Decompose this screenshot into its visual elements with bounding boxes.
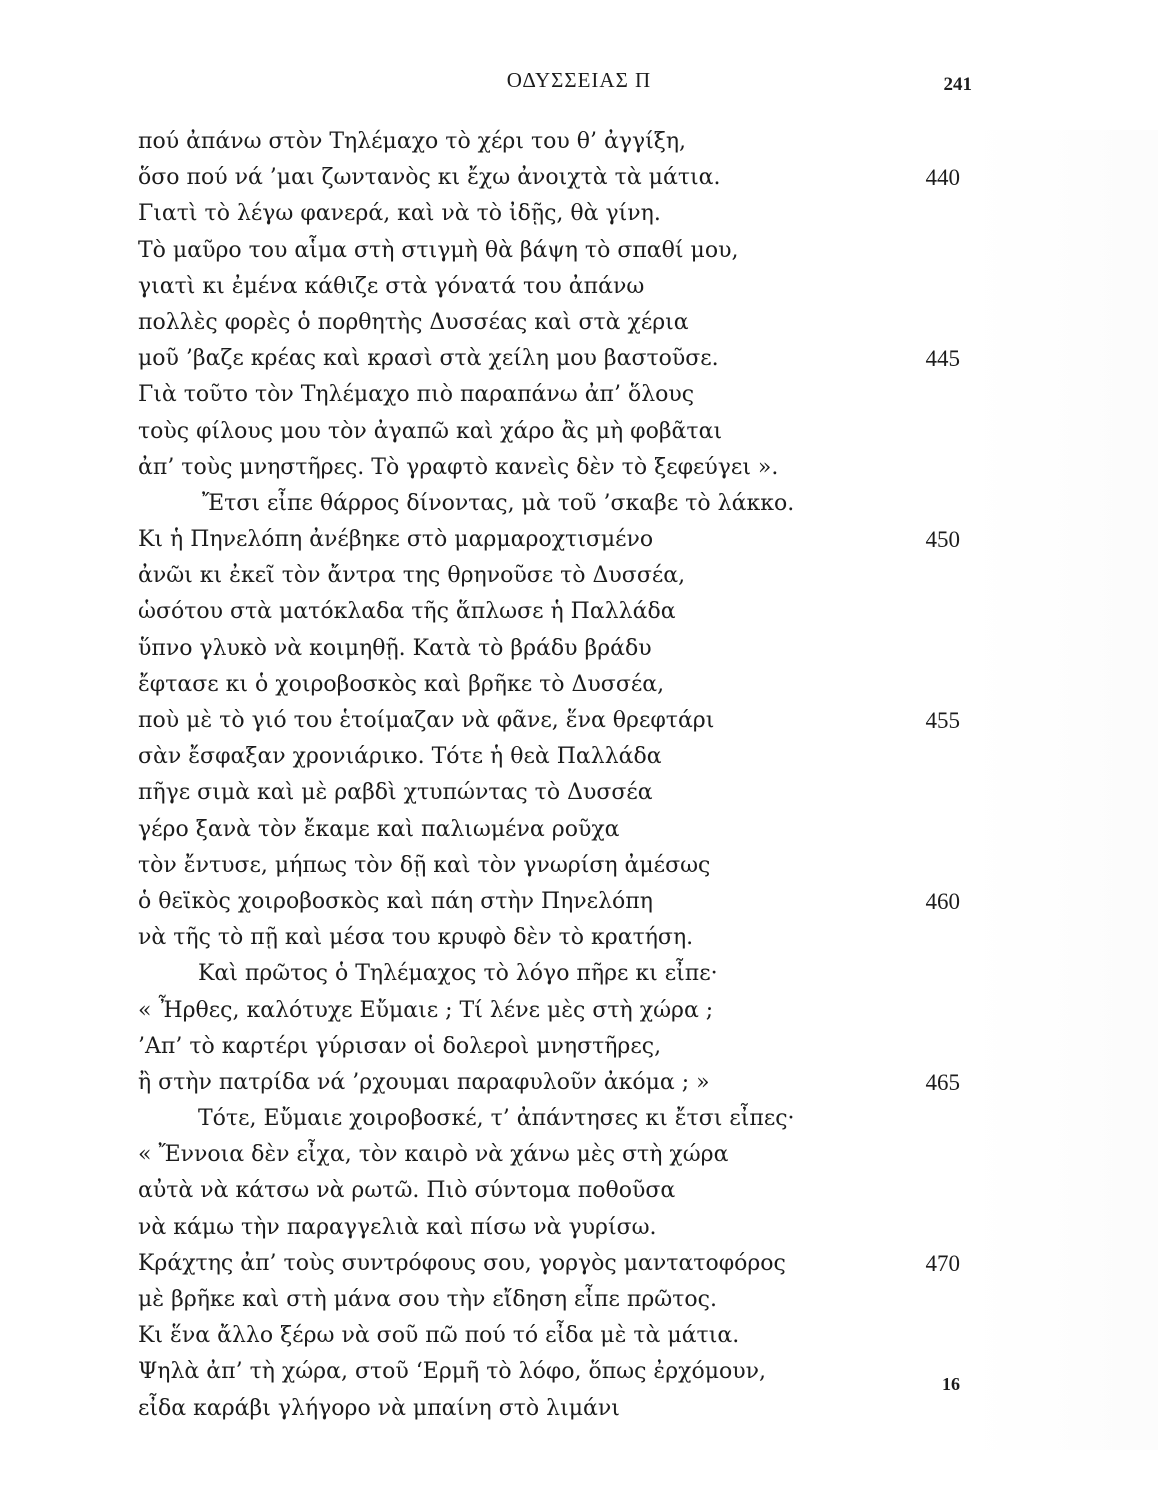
verse-line — [138, 848, 974, 884]
verse-line-text: τὸν ἔντυσε, μήπως τὸν δῇ καὶ τὸν γνωρίση ἀμέσως — [138, 852, 711, 878]
verse-line — [138, 124, 974, 160]
verse-line-text: Τὸ μαῦρο του αἷμα στὴ στιγμὴ θὰ βάψη τὸ σπαθί μου, — [138, 237, 739, 263]
verse-line — [138, 1354, 974, 1390]
verse-line-text: ἢ στὴν πατρίδα νά ’ρχουμαι παραφυλοῦν ἀκόμα ; » — [138, 1069, 710, 1095]
verse-line-text: νὰ κάμω τὴν παραγγελιὰ καὶ πίσω νὰ γυρίσω. — [138, 1214, 657, 1240]
verse-line — [138, 1029, 974, 1065]
verse-line — [138, 414, 974, 450]
verse-line — [138, 1173, 974, 1209]
verse-line — [138, 233, 974, 269]
verse-line-text: σὰν ἔσφαξαν χρονιάρικο. Τότε ἡ θεὰ Παλλάδα — [138, 744, 662, 770]
verse-line-text: Γιὰ τοῦτο τὸν Τηλέμαχο πιὸ παραπάνω ἀπ’ ὅλους — [138, 382, 695, 408]
verse-line — [138, 486, 974, 522]
verse-line-text: ἀπ’ τοὺς μνηστῆρες. Τὸ γραφτὸ κανεὶς δὲν τὸ ξεφεύγει ». — [138, 454, 779, 480]
verse-line-text: γιατὶ κι ἐμένα κάθιζε στὰ γόνατά του ἀπάνω — [138, 273, 645, 299]
verse-line-text: ἀνῶι κι ἐκεῖ τὸν ἄντρα της θρηνοῦσε τὸ Δυσσέα, — [138, 563, 686, 589]
verse-line — [138, 1246, 974, 1282]
verse-line — [138, 305, 974, 341]
verse-line-text: εἶδα καράβι γλήγορο νὰ μπαίνη στὸ λιμάνι — [138, 1395, 620, 1421]
verse-line — [138, 1101, 974, 1137]
verse-line-text: Ψηλὰ ἀπ’ τὴ χώρα, στοῦ ‘Ερμῆ τὸ λόφο, ὅπως ἐρχόμουν, — [138, 1359, 767, 1385]
verse-line-text: πῆγε σιμὰ καὶ μὲ ραβδὶ χτυπώντας τὸ Δυσσέα — [138, 780, 653, 806]
signature-mark: 16 — [942, 1374, 960, 1394]
verse-line — [138, 341, 974, 377]
verse-line-text: αὐτὰ νὰ κάτσω νὰ ρωτῶ. Πιὸ σύντομα ποθοῦσα — [138, 1178, 676, 1204]
verse-line-text: ἔφτασε κι ὁ χοιροβοσκὸς καὶ βρῆκε τὸ Δυσσέα, — [138, 671, 665, 697]
running-title: ΟΔΥΣΣΕΙΑΣ Π — [506, 68, 652, 92]
facing-page-bleed-through — [968, 130, 1158, 1450]
verse-line — [138, 775, 974, 811]
line-number: 445 — [925, 346, 960, 372]
verse-line — [138, 1318, 974, 1354]
verse-line — [138, 377, 974, 413]
verse-line-text: μὲ βρῆκε καὶ στὴ μάνα σου τὴν εἴδηση εἶπε πρῶτος. — [138, 1287, 717, 1312]
verse-line-text: « Ἦρθες, καλότυχε Εὔμαιε ; Τί λένε μὲς στὴ χώρα ; — [138, 997, 714, 1023]
verse-line-text: πολλὲς φορὲς ὁ πορθητὴς Δυσσέας καὶ στὰ χέρια — [138, 309, 689, 335]
line-number: 470 — [925, 1250, 960, 1276]
verse-line-text: Κράχτης ἀπ’ τοὺς συντρόφους σου, γοργὸς μαντατοφόρος — [138, 1250, 786, 1276]
verse-line-text: τοὺς φίλους μου τὸν ἀγαπῶ καὶ χάρο ἂς μὴ φοβᾶται — [138, 418, 723, 444]
page-number: 241 — [943, 74, 972, 95]
verse-line-text: Τότε, Εὔμαιε χοιροβοσκέ, τ’ ἀπάντησες κι ἔτσι εἶπες· — [198, 1106, 795, 1132]
verse-line-text: γέρο ξανὰ τὸν ἔκαμε καὶ παλιωμένα ροῦχα — [138, 816, 620, 842]
verse-line — [138, 1137, 974, 1173]
line-number: 460 — [925, 888, 960, 914]
line-number: 440 — [925, 165, 960, 191]
verse-line — [138, 956, 974, 992]
verse-line-text: Γιατὶ τὸ λέγω φανερά, καὶ νὰ τὸ ἰδῇς, θὰ γίνη. — [138, 201, 661, 227]
verse-line — [138, 993, 974, 1029]
verse-block — [138, 124, 974, 1427]
verse-line — [138, 812, 974, 848]
verse-line — [138, 631, 974, 667]
verse-line — [138, 739, 974, 775]
verse-line-text: νὰ τῆς τὸ πῇ καὶ μέσα του κρυφὸ δὲν τὸ κρατήση. — [138, 925, 694, 951]
verse-line-text: μοῦ ’βαζε κρέας καὶ κρασὶ στὰ χείλη μου βαστοῦσε. — [138, 346, 719, 372]
line-number: 455 — [925, 708, 960, 733]
verse-line — [138, 703, 974, 739]
verse-line-text: ὕπνο γλυκὸ νὰ κοιμηθῇ. Κατὰ τὸ βράδυ βράδυ — [138, 635, 652, 661]
verse-line — [138, 1282, 974, 1318]
verse-line-text: ὡσότου στὰ ματόκλαδα τῆς ἅπλωσε ἡ Παλλάδα — [138, 599, 676, 625]
verse-line — [138, 1391, 974, 1427]
verse-line — [138, 884, 974, 920]
verse-line — [138, 160, 974, 196]
verse-line — [138, 920, 974, 956]
verse-line-text: « Ἔννοια δὲν εἶχα, τὸν καιρὸ νὰ χάνω μὲς στὴ χώρα — [138, 1142, 729, 1168]
verse-line-text: Ἔτσι εἶπε θάρρος δίνοντας, μὰ τοῦ ’σκαβε τὸ λάκκο. — [202, 490, 795, 516]
verse-line — [138, 1210, 974, 1246]
verse-line-text: πού ἀπάνω στὸν Τηλέμαχο τὸ χέρι του θ’ ἀγγίξη, — [138, 129, 687, 154]
verse-line — [138, 196, 974, 232]
verse-line — [138, 269, 974, 305]
verse-line — [138, 667, 974, 703]
verse-line — [138, 1065, 974, 1101]
verse-line — [138, 522, 974, 558]
verse-line-text: Κι ἡ Πηνελόπη ἀνέβηκε στὸ μαρμαροχτισμένο — [138, 527, 654, 553]
verse-line-text: ὁ θεϊκὸς χοιροβοσκὸς καὶ πάη στὴν Πηνελόπη — [138, 888, 653, 914]
verse-line — [138, 450, 974, 486]
verse-line — [138, 558, 974, 594]
verse-line-text: Καὶ πρῶτος ὁ Τηλέμαχος τὸ λόγο πῆρε κι εἶπε· — [198, 961, 718, 987]
verse-line-text: ποὺ μὲ τὸ γιό του ἑτοίμαζαν νὰ φᾶνε, ἕνα θρεφτάρι — [138, 708, 715, 733]
verse-line-text: ὅσο πού νά ’μαι ζωντανὸς κι ἔχω ἀνοιχτὰ τὰ μάτια. — [138, 165, 721, 191]
verse-line — [138, 594, 974, 630]
verse-line-text: ’Απ’ τὸ καρτέρι γύρισαν οἱ δολεροὶ μνηστῆρες, — [138, 1033, 662, 1059]
verse-line-text: Κι ἕνα ἄλλο ξέρω νὰ σοῦ πῶ πού τό εἶδα μὲ τὰ μάτια. — [138, 1323, 740, 1349]
line-number: 450 — [925, 527, 960, 553]
line-number: 465 — [925, 1069, 960, 1095]
